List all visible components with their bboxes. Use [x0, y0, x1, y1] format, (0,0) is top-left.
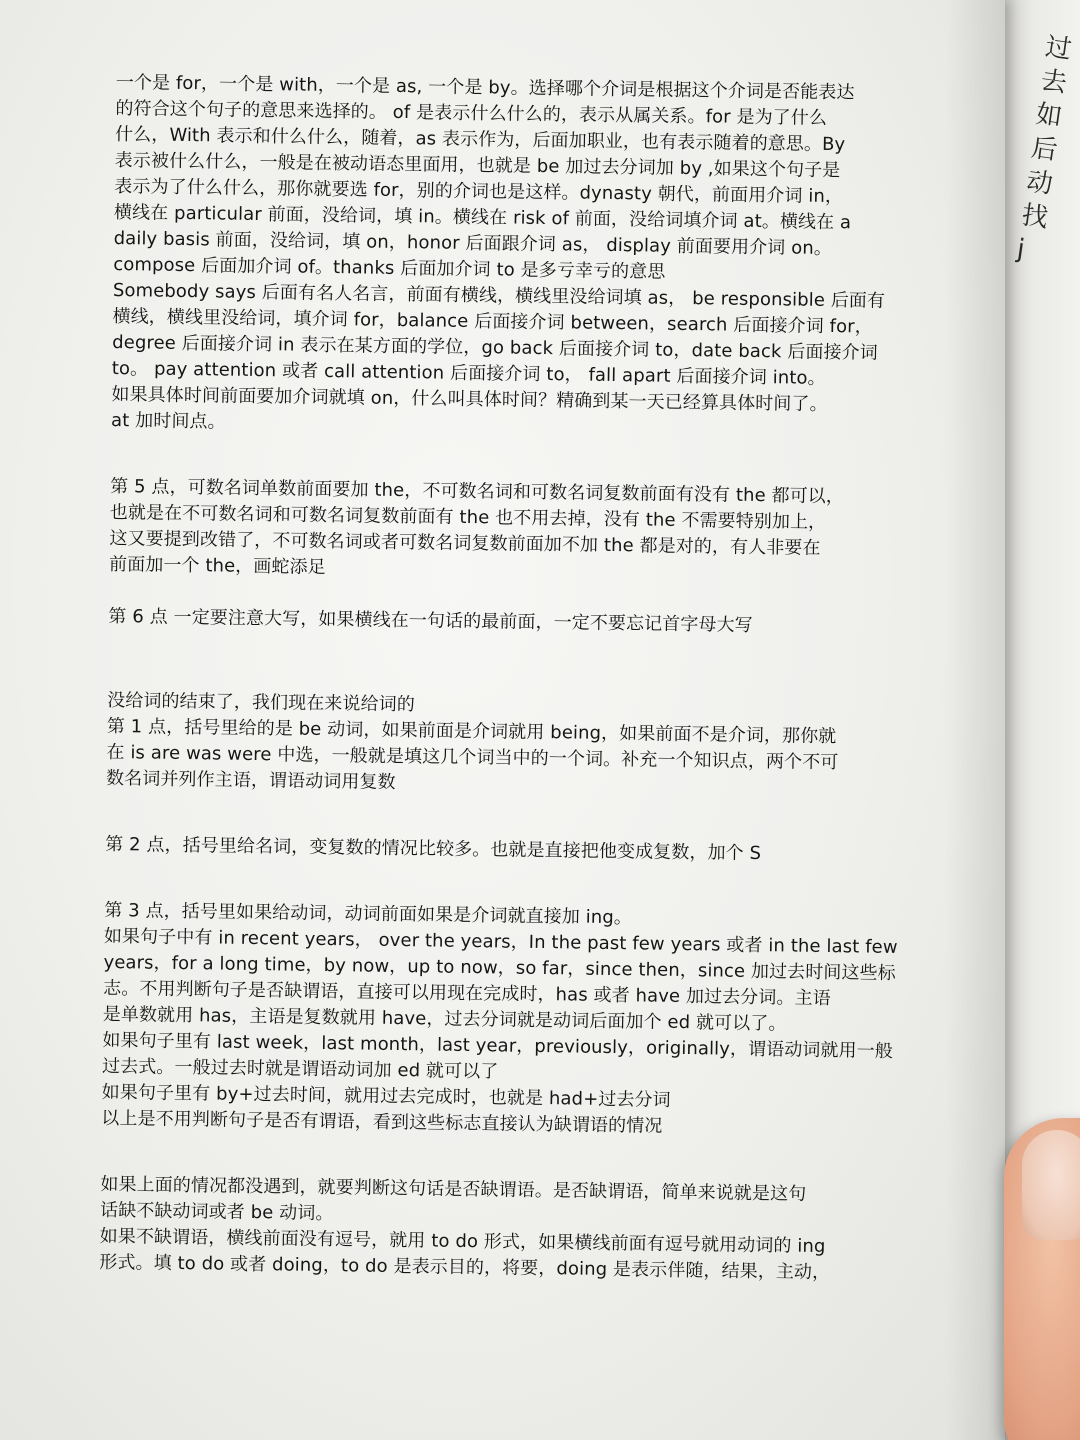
thumb [1004, 1118, 1080, 1440]
text-line: 如果具体时间前面要加介词就填 on，什么叫具体时间？精确到某一天已经算具体时间了。 [111, 383, 828, 415]
text-line: 什么，With 表示和什么什么，随着，as 表示作为，后面加职业，也有表示随着的意思。By [114, 123, 846, 156]
text-line: 如果上面的情况都没遇到，就要判断这句话是否缺谓语。是否缺谓语，简单来说就是这句 [100, 1173, 807, 1205]
page-gutter-shadow [945, 0, 1005, 1440]
text-line: 前面加一个 the，画蛇添足 [108, 553, 326, 578]
text-line: Somebody says 后面有名人名言，前面有横线，横线里没给词填 as， be responsible 后面有 [112, 279, 886, 312]
text-line: years，for a long time，by now，up to now，so far，since then，since 加过去时间这些标 [103, 951, 896, 984]
text-line: 第 3 点，括号里如果给动词，动词前面如果是介词就直接加 ing。 [104, 899, 633, 929]
text-line: 是单数就用 has，主语是复数就用 have，过去分词就是动词后面加个 ed 就可以了。 [102, 1003, 787, 1035]
text-line: 第 6 点 一定要注意大写，如果横线在一句话的最前面，一定不要忘记首字母大写 [108, 605, 753, 636]
text-line: 这又要提到改错了，不可数名词或者可数名词复数前面加不加 the 都是对的，有人非要在 [109, 527, 821, 559]
text-line: 如果句子中有 in recent years， over the years，In the past few years 或者 in the last few [103, 925, 898, 958]
text-line: 志。不用判断句子是否缺谓语，直接可以用现在完成时，has 或者 have 加过去分词。主语 [103, 977, 831, 1010]
text-line: 也就是在不可数名词和可数名词复数前面有 the 也不用去掉，没有 the 不需要特别加上， [109, 501, 827, 533]
text-line: 如果不缺谓语，横线前面没有逗号，就用 to do 形式，如果横线前面有逗号就用动词的 ing [99, 1225, 826, 1258]
text-line: 第 5 点，可数名词单数前面要加 the，不可数名词和可数名词复数前面有没有 the 都可以， [110, 475, 845, 508]
text-line: 数名词并列作主语，谓语动词用复数 [105, 767, 396, 793]
text-line: 如果句子里有 last week，last month，last year，previously，originally，谓语动词就用一般 [102, 1029, 894, 1062]
text-line: at 加时间点。 [110, 409, 226, 433]
text-line: 如果句子里有 by+过去时间，就用过去完成时，也就是 had+过去分词 [101, 1081, 671, 1111]
text-line: daily basis 前面，没给词，填 on，honor 后面跟介词 as， display 前面要用介词 on。 [113, 227, 833, 260]
text-line: 形式。填 to do 或者 doing，to do 是表示目的，将要，doing 是表示伴随，结果，主动， [99, 1251, 831, 1284]
text-line: 话缺不缺动词或者 be 动词。 [99, 1199, 334, 1225]
text-line: 过去式。一般过去时就是谓语动词加 ed 就可以了 [101, 1055, 499, 1083]
text-line: 的符合这个句子的意思来选择的。 of 是表示什么什么的，表示从属关系。for 是为了什么 [115, 97, 828, 129]
text-line: 表示为了什么什么，那你就要选 for，别的介词也是这样。dynasty 朝代，前面用介词 in， [114, 175, 844, 208]
text-line: 第 1 点，括号里给的是 be 动词，如果前面是介词就用 being，如果前面不是介词，那你就 [106, 715, 837, 748]
text-line: 横线在 particular 前面，没给词，填 in。横线在 risk of 前面，没给词填介词 at。横线在 a [113, 201, 852, 234]
page-text-block [99, 70, 916, 1287]
text-line: 没给词的结束了，我们现在来说给词的 [107, 689, 416, 716]
thumbnail [1022, 1130, 1080, 1240]
text-line: 一个是 for，一个是 with，一个是 as, 一个是 by。选择哪个介词是根据这个介词是否能表达 [115, 71, 855, 104]
text-line: degree 后面接介词 in 表示在某方面的学位，go back 后面接介词 to，date back 后面接介词 [112, 331, 878, 364]
text-line: 第 2 点，括号里给名词，变复数的情况比较多。也就是直接把他变成复数，加个 S [105, 833, 762, 865]
next-page-margin-text: 过去 如 后 动 找 j [1015, 31, 1074, 265]
text-line: compose 后面加介词 of。thanks 后面加介词 to 是多亏幸亏的意思 [113, 253, 666, 283]
text-line: 在 is are was were 中选，一般就是填这几个词当中的一个词。补充一个知识点，两个不可 [106, 741, 839, 774]
text-line: 以上是不用判断句子是否有谓语，看到这些标志直接认为缺谓语的情况 [101, 1107, 663, 1137]
text-line: to。 pay attention 或者 call attention 后面接介词 to， fall apart 后面接介词 into。 [111, 357, 826, 389]
text-line: 横线，横线里没给词，填介词 for，balance 后面接介词 between，search 后面接介词 for， [112, 305, 873, 338]
text-line: 表示被什么什么，一般是在被动语态里面用，也就是 be 加过去分词加 by ,如果这个句子是 [114, 149, 841, 182]
